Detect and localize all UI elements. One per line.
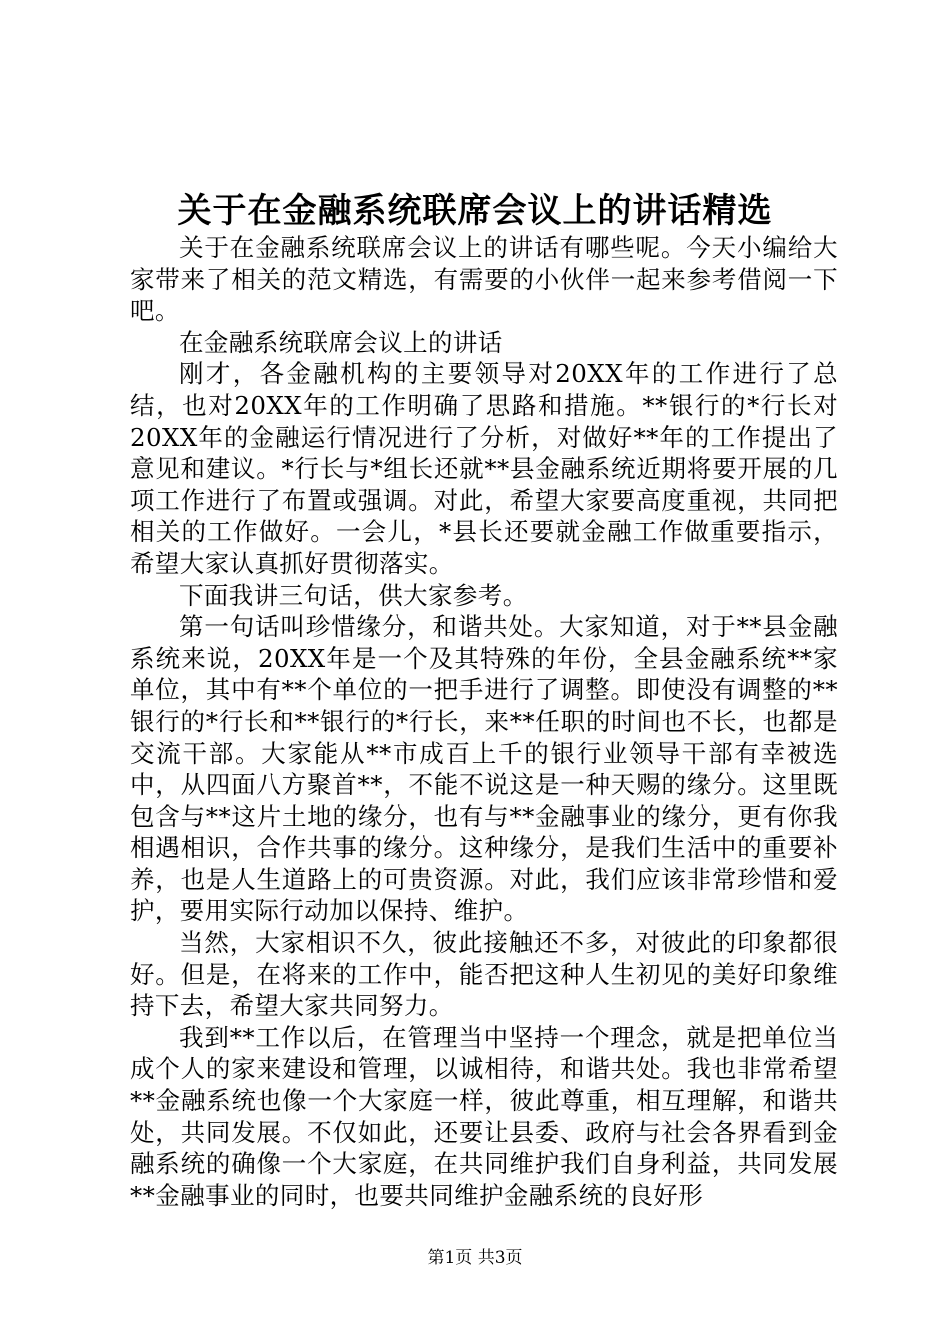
- paragraph: 刚才，各金融机构的主要领导对20XX年的工作进行了总结，也对20XX年的工作明确了思路和措施。**银行的*行长对20XX年的金融运行情况进行了分析，对做好**年的工作提出了意见和建议。*行长与*组长还就**县金融系统近期将要开展的几项工作进行了布置或强调。对此，希望大家要高度重视，共同把相关的工作做好。一会儿，*县长还要就金融工作做重要指示，希望大家认真抓好贯彻落实。: [130, 359, 838, 578]
- paragraph: 当然，大家相识不久，彼此接触还不多，对彼此的印象都很好。但是，在将来的工作中，能否把这种人生初见的美好印象维持下去，希望大家共同努力。: [130, 928, 838, 1021]
- paragraph: 我到**工作以后，在管理当中坚持一个理念，就是把单位当成个人的家来建设和管理，以诚相待，和谐共处。我也非常希望**金融系统也像一个大家庭一样，彼此尊重，相互理解，和谐共处，共同发展。不仅如此，还要让县委、政府与社会各界看到金融系统的确像一个大家庭，在共同维护我们自身利益，共同发展**金融事业的同时，也要共同维护金融系统的良好形: [130, 1022, 838, 1210]
- page-number-footer: 第1页 共3页: [427, 1248, 523, 1268]
- paragraph: 下面我讲三句话，供大家参考。: [179, 580, 528, 610]
- paragraph: 第一句话叫珍惜缘分，和谐共处。大家知道，对于**县金融系统来说，20XX年是一个及其特殊的年份，全县金融系统**家单位，其中有**个单位的一把手进行了调整。即使没有调整的**银行的*行长和**银行的*行长，来**任职的时间也不长，也都是交流干部。大家能从**市成百上千的银行业领导干部有幸被选中，从四面八方聚首**，不能不说这是一种天赐的缘分。这里既包含与**这片土地的缘分，也有与**金融事业的缘分，更有你我相遇相识，合作共事的缘分。这种缘分，是我们生活中的重要补养，也是人生道路上的可贵资源。对此，我们应该非常珍惜和爱护，要用实际行动加以保持、维护。: [130, 612, 838, 926]
- paragraph-intro: 关于在金融系统联席会议上的讲话有哪些呢。今天小编给大家带来了相关的范文精选，有需要的小伙伴一起来参考借阅一下吧。: [130, 233, 838, 326]
- document-body: [130, 232, 838, 1211]
- document-title: 关于在金融系统联席会议上的讲话精选: [177, 191, 773, 231]
- paragraph-subtitle: 在金融系统联席会议上的讲话: [179, 327, 503, 357]
